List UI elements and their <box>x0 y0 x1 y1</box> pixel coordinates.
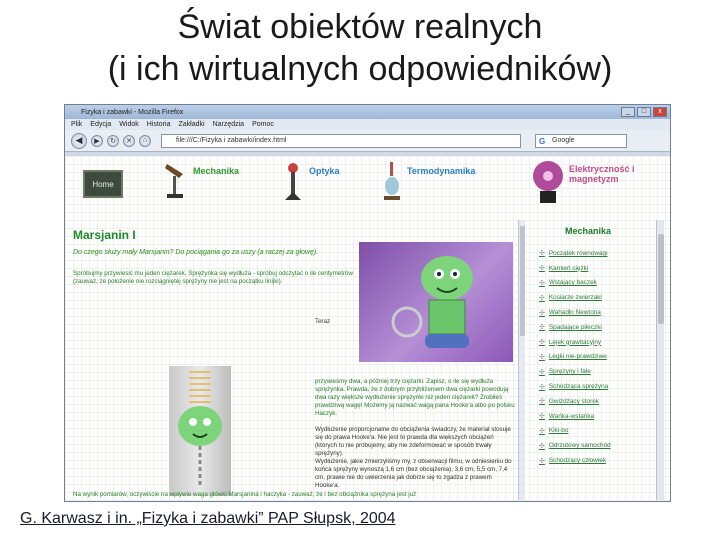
menu-zakladki[interactable]: Zakładki <box>178 121 205 128</box>
slide-footer: G. Karwasz i in. „Fizyka i zabawki” PAP Słupsk, 2004 <box>20 510 396 527</box>
browser-titlebar <box>65 105 670 119</box>
menu-bar <box>65 119 670 130</box>
address-bar[interactable]: file:///C:/Fizyka i zabawki/index.html <box>161 134 521 148</box>
paragraph-3: Wydłużenie proporcjonalne do obciążenia świadczy, że materiał stosuje się do prawa Hooke'a. Nie jest to prawda dla większych obciążeń (których tu nie próbujemy, aby nie zdeformować w sposób trwały sprężyny). <box>315 426 511 457</box>
plasma-ball-image <box>531 158 565 206</box>
sidebar-item[interactable] <box>539 290 611 305</box>
menu-pomoc[interactable]: Pomoc <box>252 121 274 128</box>
bottom-paragraph: Na wynik pomiarów, oczywiście na wpływie waga główki Marsjanina i haczyka - zauważ, że i bez obciążnika sprężyna jest już <box>73 491 417 498</box>
bullet-icon: ✣ <box>539 339 545 347</box>
sidebar-item[interactable] <box>539 453 611 468</box>
content-scroll-thumb[interactable] <box>520 226 525 336</box>
marsjanin-photo <box>359 242 513 362</box>
bullet-icon: ✣ <box>539 265 545 273</box>
sidebar-item[interactable] <box>539 364 611 379</box>
sidebar-item-label[interactable]: Lejek grawitacyjny <box>548 338 602 346</box>
sidebar-item-label[interactable]: Kosiarze zwierzaki <box>548 294 602 302</box>
sidebar-item[interactable] <box>539 335 611 350</box>
content-title: Marsjanin I <box>73 228 136 242</box>
sidebar-item-label[interactable]: Sprężyny i fale <box>548 368 591 376</box>
bullet-icon: ✣ <box>539 309 545 317</box>
menu-widok[interactable]: Widok <box>119 121 139 128</box>
spring-photo <box>169 366 231 496</box>
sidebar-item[interactable] <box>539 350 611 365</box>
close-button[interactable]: x <box>653 107 667 117</box>
nav-mechanika[interactable]: Mechanika <box>193 166 240 176</box>
sidebar-item[interactable] <box>539 438 611 453</box>
sidebar-item-label[interactable]: Wańka-wstańka <box>548 412 595 420</box>
navigation-toolbar <box>65 130 670 152</box>
sidebar-item-label[interactable]: Legki nie-prawdziwe <box>548 353 607 361</box>
search-placeholder: Google <box>552 136 575 144</box>
sidebar-item[interactable] <box>539 394 611 409</box>
bullet-icon: ✣ <box>539 294 545 302</box>
search-engine-icon: G <box>539 136 546 146</box>
site-nav <box>65 156 670 220</box>
bullet-icon: ✣ <box>539 413 545 421</box>
optyka-image <box>283 160 303 202</box>
mechanika-image <box>161 160 189 202</box>
bullet-icon: ✣ <box>539 324 545 332</box>
sidebar-item-label[interactable]: Spadające piłeczki <box>548 323 602 331</box>
bullet-icon: ✣ <box>539 383 545 391</box>
sidebar-item[interactable] <box>539 320 611 335</box>
sidebar-item[interactable] <box>539 276 611 291</box>
bullet-icon: ✣ <box>539 427 545 435</box>
sidebar-item-label[interactable]: Odrzutowy samochód <box>548 442 611 450</box>
bullet-icon: ✣ <box>539 457 545 465</box>
intro-paragraph: Spróbujmy przywiesić mu jeden ciężarek. Sprężynka się wydłuża - spróbuj odczytać o ile centymetrów (zauważ, że położenie nie rozciągniętej sprężyny nie jest na początku linijki). <box>73 270 353 285</box>
sidebar-item-label[interactable]: Schodząca sprężyna <box>548 383 609 391</box>
sidebar-item[interactable] <box>539 409 611 424</box>
home-icon[interactable]: ⌂ <box>139 135 151 147</box>
menu-narzedzia[interactable]: Narzędzia <box>212 121 245 128</box>
window-title: Fizyka i zabawki - Mozilla Firefox <box>81 108 184 116</box>
paragraph-2: przywieśmy dwa, a później trzy ciężarki. Zapisz, o ile się wydłuża sprężynka. Prawda, że z dobrym przybliżeniem dwa ciężarki powodują dwa razy większe wydłużenie sprężynki niż jeden ciężarek? Zrobiłeś prawdziwą wagę! Możemy ją nazwać wagą pana Hooke'a albo po polsku Haczyk. <box>315 378 515 417</box>
browser-window <box>64 104 671 502</box>
sidebar-item-label[interactable]: Gwiżdżący storek <box>548 397 599 405</box>
back-icon[interactable]: ◀ <box>71 133 87 149</box>
sidebar-item-label[interactable]: Schodzący człowiek <box>548 457 607 465</box>
sidebar-item-label[interactable]: Początek równowagi <box>548 249 608 257</box>
bullet-icon: ✣ <box>539 442 545 450</box>
sidebar-item-label[interactable]: Wahadło Newtona <box>548 309 601 317</box>
slide-title <box>0 6 720 90</box>
stop-icon[interactable]: ✕ <box>123 135 135 147</box>
sidebar-item-label[interactable]: Kiki-bo <box>548 427 569 435</box>
sidebar-item-label[interactable]: Kamień ciężki <box>548 264 589 272</box>
bullet-icon: ✣ <box>539 250 545 258</box>
teraz-label: Teraz <box>315 318 331 325</box>
forward-icon[interactable]: ▶ <box>91 135 103 147</box>
sidebar-title: Mechanika <box>565 226 612 236</box>
sidebar-list <box>539 246 611 468</box>
sidebar-item-label[interactable]: Wstający baczek <box>548 279 597 287</box>
web-page <box>65 156 670 501</box>
bullet-icon: ✣ <box>539 368 545 376</box>
sidebar-item[interactable] <box>539 305 611 320</box>
minimize-button[interactable]: _ <box>621 107 635 117</box>
paragraph-4: Wydłużenie, jakie zmierzyliśmy my, z obserwacji filmu, w odniesieniu do końca sprężyny wynoszą 1,6 cm (bez obciążenia), 3,6 cm, 5,5 cm, 7,4 cm, prawie nie do uwierzenia jak dobrze się to zgadza z prawem Hooke'a. <box>315 458 512 489</box>
slide-title-line1: Świat obiektów realnych <box>177 8 543 46</box>
menu-historia[interactable]: Historia <box>146 121 171 128</box>
search-input[interactable] <box>535 134 627 148</box>
nav-optyka[interactable]: Optyka <box>309 166 340 176</box>
sidebar-item[interactable] <box>539 261 611 276</box>
menu-edycja[interactable]: Edycja <box>90 121 112 128</box>
sidebar-item[interactable] <box>539 246 611 261</box>
nav-termodynamika[interactable]: Termodynamika <box>407 166 476 176</box>
question-text: Do czego służy mały Marsjanin? Do pociągania go za uszy (a raczej za głowę). <box>73 249 319 256</box>
sidebar-item[interactable] <box>539 424 611 439</box>
bullet-icon: ✣ <box>539 279 545 287</box>
page-scrollbar[interactable] <box>656 220 664 500</box>
menu-plik[interactable]: Plik <box>71 121 83 128</box>
reload-icon[interactable]: ↻ <box>107 135 119 147</box>
bullet-icon: ✣ <box>539 353 545 361</box>
maximize-button[interactable]: □ <box>637 107 651 117</box>
sidebar-item[interactable] <box>539 379 611 394</box>
bullet-icon: ✣ <box>539 398 545 406</box>
nav-elektrycznosc[interactable]: Elektryczność i magnetyzm <box>569 164 635 184</box>
termodynamika-image <box>381 160 403 202</box>
page-scroll-thumb[interactable] <box>658 234 664 324</box>
home-button[interactable]: Home <box>83 170 123 198</box>
slide-title-line2: (i ich wirtualnych odpowiedników) <box>107 50 613 88</box>
content-scrollbar[interactable] <box>518 220 525 500</box>
